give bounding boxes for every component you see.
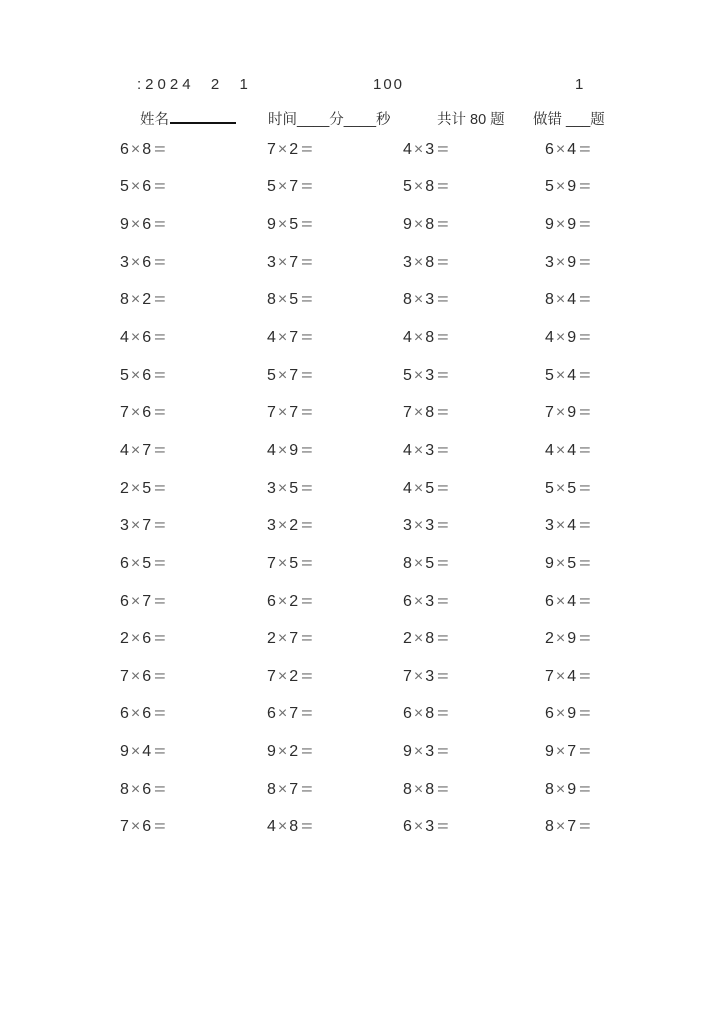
multiply-sign: × [277,705,289,723]
equals-sign: = [436,743,451,761]
math-problem: 2×6= [120,630,168,648]
equals-sign: = [300,140,315,158]
equals-sign: = [436,667,451,685]
math-problem: 7×8= [403,404,451,422]
equals-sign: = [300,517,315,535]
math-problem: 8×8= [403,780,451,798]
equals-sign: = [578,780,593,798]
equals-sign: = [300,780,315,798]
equals-sign: = [436,479,451,497]
multiply-sign: × [130,140,142,158]
equals-sign: = [300,366,315,384]
math-problem: 8×7= [267,780,315,798]
math-problem: 7×6= [120,818,168,836]
equals-sign: = [578,554,593,572]
total-count-label: 共计 80 题 [437,112,505,128]
math-problem: 5×4= [545,366,593,384]
equals-sign: = [300,404,315,422]
math-problem: 7×5= [267,554,315,572]
wrong-count-label: 做错 ___题 [533,112,605,128]
equals-sign: = [578,178,593,196]
header-count: 100 [373,76,405,93]
equals-sign: = [153,818,168,836]
multiply-sign: × [130,178,142,196]
multiply-sign: × [555,517,567,535]
math-problem: 3×3= [403,517,451,535]
equals-sign: = [153,329,168,347]
math-problem: 9×4= [120,743,168,761]
equals-sign: = [300,630,315,648]
equals-sign: = [153,216,168,234]
multiply-sign: × [555,743,567,761]
multiply-sign: × [130,780,142,798]
multiply-sign: × [555,216,567,234]
equals-sign: = [153,441,168,459]
time-field: 时间____分____秒 [268,112,391,128]
equals-sign: = [300,329,315,347]
equals-sign: = [436,630,451,648]
equals-sign: = [578,441,593,459]
equals-sign: = [436,554,451,572]
multiply-sign: × [130,554,142,572]
multiply-sign: × [130,667,142,685]
multiply-sign: × [555,667,567,685]
math-problem: 6×8= [403,705,451,723]
math-problem: 5×7= [267,178,315,196]
equals-sign: = [153,780,168,798]
equals-sign: = [153,479,168,497]
math-problem: 3×6= [120,253,168,271]
multiply-sign: × [413,479,425,497]
equals-sign: = [436,705,451,723]
multiply-sign: × [130,329,142,347]
header-page-number: 1 [575,76,585,93]
math-problem: 5×3= [403,366,451,384]
math-problem: 5×6= [120,178,168,196]
equals-sign: = [436,216,451,234]
name-label: 姓名 [140,112,169,128]
equals-sign: = [578,517,593,535]
math-problem: 6×8= [120,140,168,158]
math-problem: 7×6= [120,404,168,422]
equals-sign: = [436,366,451,384]
math-problem: 4×7= [120,441,168,459]
multiply-sign: × [277,517,289,535]
equals-sign: = [436,780,451,798]
multiply-sign: × [413,178,425,196]
math-problem: 2×8= [403,630,451,648]
multiply-sign: × [555,780,567,798]
math-problem: 6×3= [403,592,451,610]
multiply-sign: × [413,743,425,761]
math-problem: 7×2= [267,140,315,158]
multiply-sign: × [413,441,425,459]
equals-sign: = [578,818,593,836]
equals-sign: = [436,178,451,196]
multiply-sign: × [555,705,567,723]
equals-sign: = [153,178,168,196]
multiply-sign: × [555,592,567,610]
equals-sign: = [578,140,593,158]
multiply-sign: × [555,441,567,459]
equals-sign: = [578,743,593,761]
equals-sign: = [578,404,593,422]
equals-sign: = [300,441,315,459]
math-problem: 3×8= [403,253,451,271]
multiply-sign: × [277,216,289,234]
math-problem: 8×9= [545,780,593,798]
multiply-sign: × [413,291,425,309]
multiply-sign: × [130,630,142,648]
math-problem: 3×4= [545,517,593,535]
equals-sign: = [436,291,451,309]
multiply-sign: × [555,630,567,648]
math-problem: 6×5= [120,554,168,572]
math-problem: 6×4= [545,140,593,158]
equals-sign: = [578,216,593,234]
multiply-sign: × [413,517,425,535]
multiply-sign: × [555,404,567,422]
math-problem: 8×6= [120,780,168,798]
multiply-sign: × [413,780,425,798]
multiply-sign: × [277,818,289,836]
math-problem: 2×9= [545,630,593,648]
multiply-sign: × [277,291,289,309]
math-problem: 5×9= [545,178,593,196]
header-date-line [0,76,723,96]
multiply-sign: × [413,404,425,422]
multiply-sign: × [413,592,425,610]
multiply-sign: × [130,705,142,723]
equals-sign: = [300,667,315,685]
math-problem: 7×7= [267,404,315,422]
math-problem: 6×3= [403,818,451,836]
math-problem: 4×9= [267,441,315,459]
equals-sign: = [153,140,168,158]
math-problem: 9×5= [545,554,593,572]
math-problem: 5×7= [267,366,315,384]
math-problem: 2×5= [120,479,168,497]
multiply-sign: × [555,178,567,196]
multiply-sign: × [277,253,289,271]
equals-sign: = [300,705,315,723]
multiply-sign: × [413,667,425,685]
math-problem: 4×6= [120,329,168,347]
math-problem: 6×7= [120,592,168,610]
multiply-sign: × [413,366,425,384]
equals-sign: = [300,178,315,196]
math-problem: 6×2= [267,592,315,610]
multiply-sign: × [130,517,142,535]
multiply-sign: × [413,216,425,234]
equals-sign: = [578,291,593,309]
math-problem: 4×3= [403,441,451,459]
multiply-sign: × [130,818,142,836]
multiply-sign: × [130,743,142,761]
equals-sign: = [300,291,315,309]
multiply-sign: × [555,329,567,347]
multiply-sign: × [555,253,567,271]
equals-sign: = [153,404,168,422]
multiply-sign: × [130,479,142,497]
equals-sign: = [153,743,168,761]
math-problem: 4×7= [267,329,315,347]
equals-sign: = [153,705,168,723]
math-problem: 4×4= [545,441,593,459]
equals-sign: = [153,291,168,309]
multiply-sign: × [413,554,425,572]
multiply-sign: × [277,743,289,761]
math-problem: 3×2= [267,517,315,535]
multiply-sign: × [277,667,289,685]
math-problem: 3×7= [120,517,168,535]
equals-sign: = [153,630,168,648]
math-problem: 6×9= [545,705,593,723]
math-problem: 9×3= [403,743,451,761]
math-problem: 4×8= [267,818,315,836]
multiply-sign: × [413,253,425,271]
equals-sign: = [153,253,168,271]
math-problem: 4×5= [403,479,451,497]
multiply-sign: × [277,780,289,798]
multiply-sign: × [555,818,567,836]
math-problem: 5×6= [120,366,168,384]
multiply-sign: × [413,630,425,648]
multiply-sign: × [277,140,289,158]
multiply-sign: × [277,329,289,347]
math-problem: 8×5= [267,291,315,309]
multiply-sign: × [130,592,142,610]
multiply-sign: × [555,366,567,384]
header-info-line [0,108,723,130]
math-problem: 8×4= [545,291,593,309]
math-problem: 8×7= [545,818,593,836]
equals-sign: = [436,818,451,836]
multiply-sign: × [130,366,142,384]
math-problem: 7×9= [545,404,593,422]
equals-sign: = [578,329,593,347]
math-problem: 8×2= [120,291,168,309]
math-problem: 4×8= [403,329,451,347]
math-problem: 9×7= [545,743,593,761]
multiply-sign: × [277,178,289,196]
math-problem: 9×9= [545,216,593,234]
multiply-sign: × [555,291,567,309]
equals-sign: = [300,592,315,610]
equals-sign: = [436,441,451,459]
multiply-sign: × [277,630,289,648]
equals-sign: = [436,253,451,271]
equals-sign: = [578,592,593,610]
math-problem: 9×5= [267,216,315,234]
name-field [140,108,236,129]
equals-sign: = [153,366,168,384]
equals-sign: = [578,253,593,271]
multiply-sign: × [555,554,567,572]
equals-sign: = [578,479,593,497]
math-problem: 4×3= [403,140,451,158]
equals-sign: = [300,554,315,572]
math-problem: 7×4= [545,667,593,685]
math-problem: 6×6= [120,705,168,723]
equals-sign: = [436,404,451,422]
equals-sign: = [300,818,315,836]
equals-sign: = [153,592,168,610]
equals-sign: = [300,479,315,497]
multiply-sign: × [277,366,289,384]
multiply-sign: × [413,705,425,723]
equals-sign: = [153,517,168,535]
equals-sign: = [436,517,451,535]
equals-sign: = [300,253,315,271]
multiply-sign: × [277,554,289,572]
math-problem: 9×8= [403,216,451,234]
equals-sign: = [578,705,593,723]
math-problem: 7×6= [120,667,168,685]
multiply-sign: × [413,140,425,158]
equals-sign: = [578,366,593,384]
math-problem: 4×9= [545,329,593,347]
math-problem: 3×9= [545,253,593,271]
math-problem: 3×7= [267,253,315,271]
math-problem: 8×5= [403,554,451,572]
multiply-sign: × [130,404,142,422]
multiply-sign: × [277,592,289,610]
equals-sign: = [300,743,315,761]
multiply-sign: × [555,140,567,158]
math-problem: 7×3= [403,667,451,685]
math-problem: 5×8= [403,178,451,196]
equals-sign: = [578,630,593,648]
name-blank-line [170,110,236,124]
multiply-sign: × [130,253,142,271]
equals-sign: = [153,667,168,685]
equals-sign: = [153,554,168,572]
problems-grid [120,131,635,846]
multiply-sign: × [130,441,142,459]
math-problem: 2×7= [267,630,315,648]
multiply-sign: × [555,479,567,497]
math-problem: 7×2= [267,667,315,685]
math-problem: 5×5= [545,479,593,497]
math-problem: 9×6= [120,216,168,234]
math-problem: 6×4= [545,592,593,610]
multiply-sign: × [130,216,142,234]
multiply-sign: × [277,441,289,459]
equals-sign: = [436,592,451,610]
math-problem: 8×3= [403,291,451,309]
math-problem: 9×2= [267,743,315,761]
multiply-sign: × [130,291,142,309]
math-problem: 3×5= [267,479,315,497]
equals-sign: = [436,140,451,158]
multiply-sign: × [413,329,425,347]
multiply-sign: × [277,479,289,497]
multiply-sign: × [413,818,425,836]
header-date: :2024 2 1 [137,76,252,93]
math-problem: 6×7= [267,705,315,723]
equals-sign: = [436,329,451,347]
equals-sign: = [300,216,315,234]
equals-sign: = [578,667,593,685]
multiply-sign: × [277,404,289,422]
